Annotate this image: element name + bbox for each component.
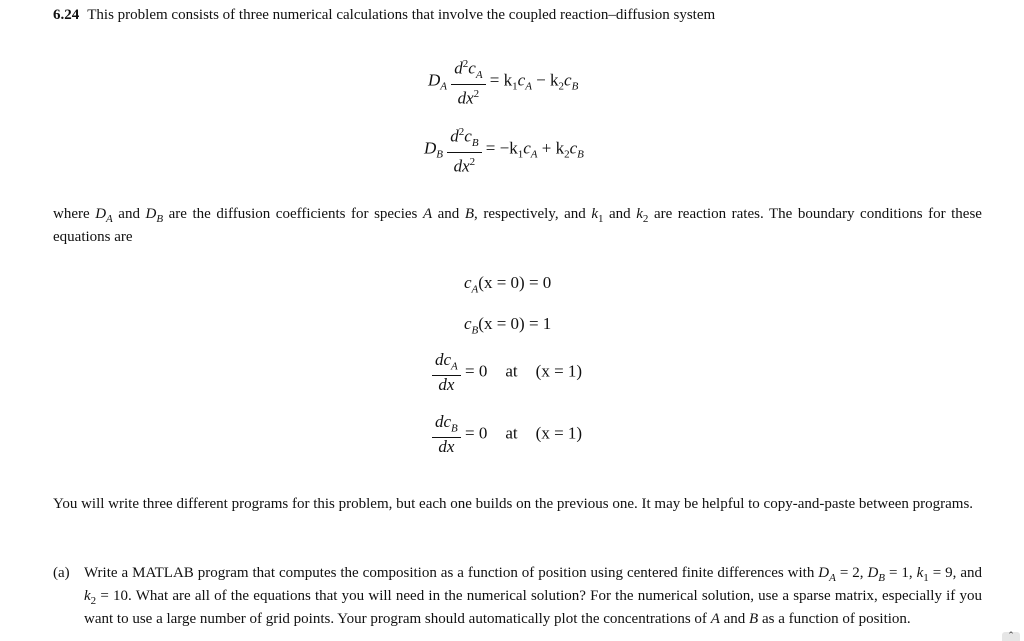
problem-statement-text: This problem consists of three numerical calculations that involve the coupled reaction–diffusion system	[87, 7, 716, 23]
boundary-condition-2: $c_B(x = 0) = 1$	[464, 314, 552, 337]
eq1-den-sup: 2	[473, 88, 480, 101]
eq1-rhs-k1-sub: 1	[512, 80, 518, 93]
boundary-condition-4: $\frac{dc_B}{dx}$ = 0 at (x = 1)	[432, 413, 582, 456]
eq1-rhs-k1: = k	[489, 70, 513, 90]
equation-2	[424, 123, 584, 176]
problem-number: 6.24	[53, 7, 80, 23]
eq1-coef-sub: A	[440, 80, 448, 93]
eq2-rhs-c2-sub: B	[577, 148, 584, 161]
where-paragraph: where $D_A$ and $D_B$ are the diffusion coefficients for species A and B, respectively, and $k_1$ and $k_2$ are reaction rates. The boundary conditions for these equations are	[53, 206, 982, 245]
eq1-fraction	[451, 55, 485, 108]
eq2-den-sup: 2	[469, 156, 476, 169]
part-a-label: (a)	[53, 565, 70, 581]
boundary-condition-1: $c_A(x = 0) = 0$	[464, 273, 552, 296]
eq2-num-c: c	[464, 126, 472, 146]
eq2-coef: D	[424, 138, 437, 158]
eq2-rhs-k1: = −k	[485, 138, 518, 158]
eq2-fraction	[447, 123, 481, 176]
eq2-coef-sub: B	[436, 148, 444, 161]
eq1-num-c: c	[468, 58, 476, 78]
eq2-rhs-c1-sub: A	[530, 148, 538, 161]
eq2-num-d: d	[450, 126, 459, 146]
eq1-coef: D	[428, 70, 441, 90]
eq2-rhs-c2: c	[569, 138, 578, 158]
equation-1	[428, 55, 578, 108]
eq2-num-sub: B	[471, 137, 479, 150]
eq1-num-d: d	[454, 58, 463, 78]
programs-paragraph: You will write three different programs for this problem, but each one builds on the previous one. It may be helpful to copy-and-paste between programs.	[53, 496, 974, 512]
eq2-rhs-k2-sub: 2	[564, 148, 570, 161]
eq1-rhs-c2-sub: B	[571, 80, 579, 93]
boundary-condition-3: $\frac{dc_A}{dx}$ = 0 at (x = 1)	[432, 351, 582, 394]
eq1-rhs-c2: c	[564, 70, 572, 90]
eq1-num-sup: 2	[462, 58, 469, 70]
eq2-rhs-k1-sub: 1	[517, 148, 524, 161]
eq1-rhs-c1: c	[517, 70, 526, 90]
part-a-text: Write a MATLAB program that computes the composition as a function of position using centered finite differences with $D_A = 2$, $D_B = 1$, $k_1 = 9$, and $k_2 = 10$. What are all of the equations that you will need in the numerical solution? For the numerical solution, use a sparse matrix, especially if you want to use a large number of grid points. Your program should automatically plot the concentrations of A and B as a function of position.	[84, 565, 982, 627]
eq2-rhs-c1: c	[523, 138, 531, 158]
eq2-num-sup: 2	[458, 126, 465, 138]
eq1-num-sub: A	[475, 69, 483, 82]
eq1-rhs-k2: − k	[531, 70, 559, 90]
scroll-up-icon[interactable]: ⌃	[1002, 632, 1020, 641]
eq1-den: dx	[457, 88, 474, 108]
problem-statement	[53, 6, 982, 24]
eq1-rhs-c1-sub: A	[525, 80, 532, 93]
eq2-rhs-k2: + k	[537, 138, 565, 158]
eq1-rhs-k2-sub: 2	[558, 80, 565, 93]
eq2-den: dx	[453, 156, 470, 176]
